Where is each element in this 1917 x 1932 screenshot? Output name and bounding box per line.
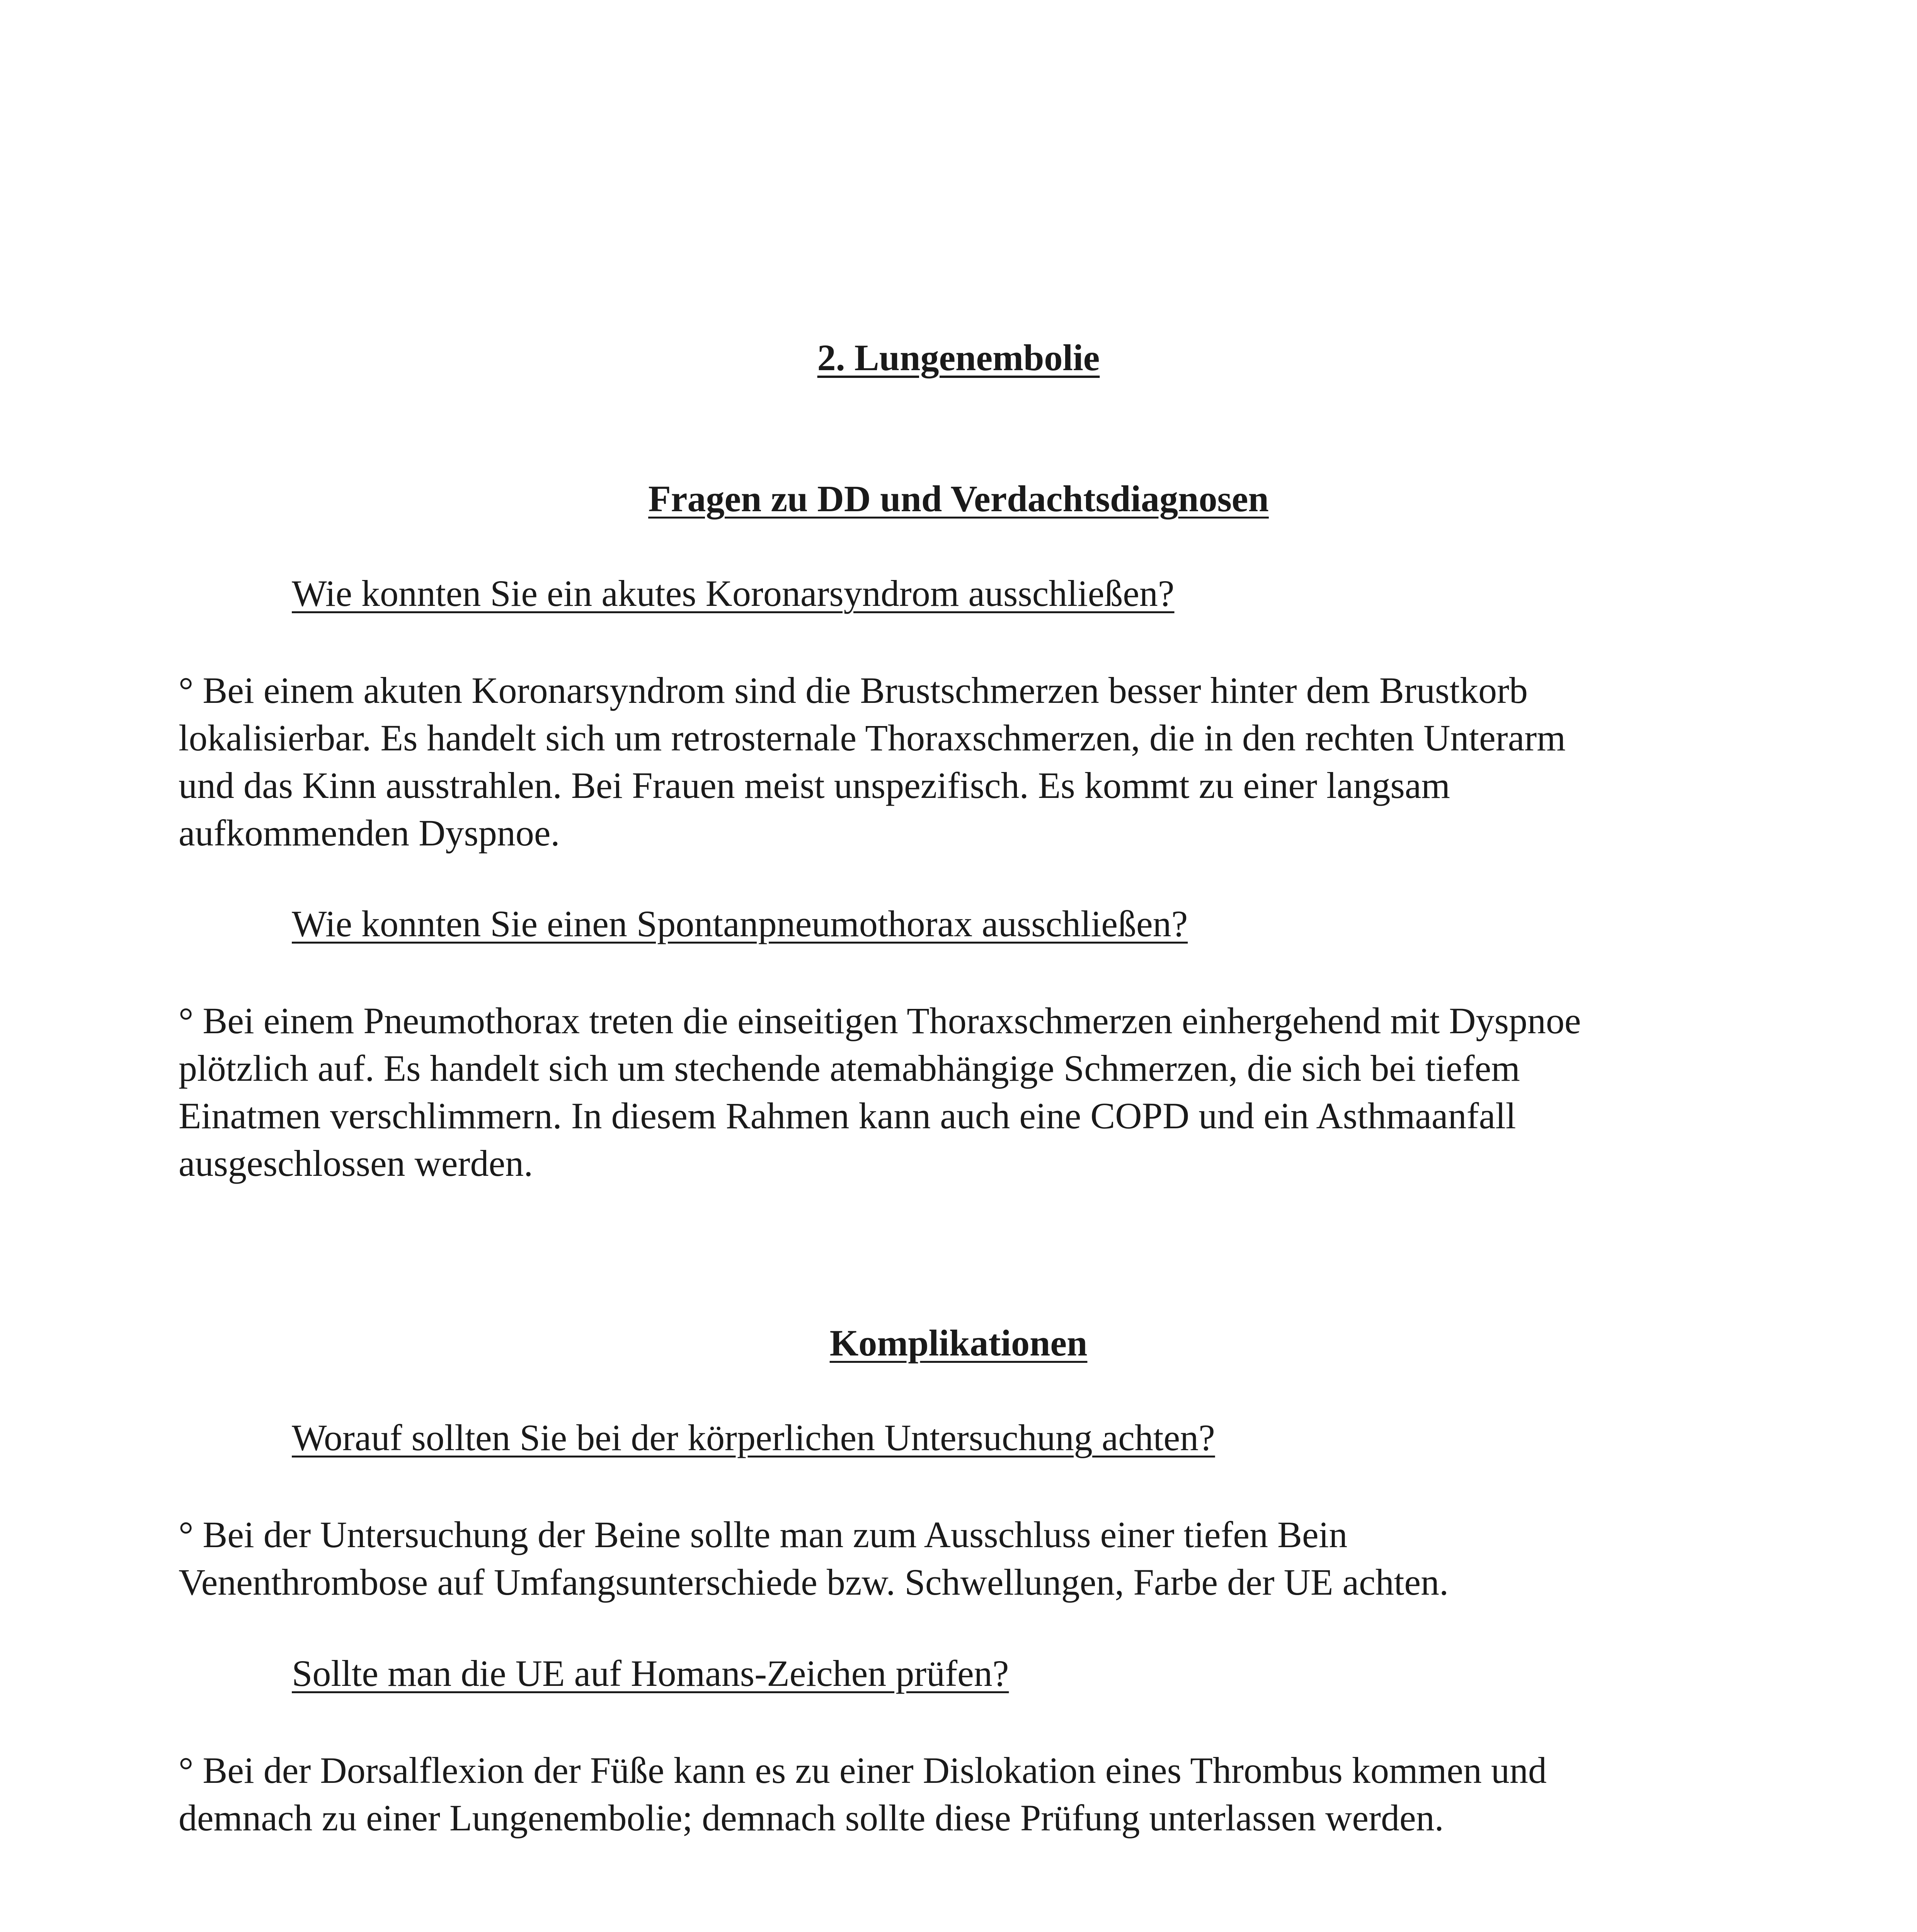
answer-line: ° Bei einem akuten Koronarsyndrom sind die Brustschmerzen besser hinter dem Brustkorb <box>179 670 1528 711</box>
answer-line: Venenthrombose auf Umfangsunterschiede bzw. Schwellungen, Farbe der UE achten. <box>179 1561 1449 1603</box>
answer-spontaneous-pneumothorax <box>179 997 1763 1187</box>
answer-line: demnach zu einer Lungenembolie; demnach sollte diese Prüfung unterlassen werden. <box>179 1797 1444 1838</box>
answer-acute-coronary-syndrome <box>179 667 1763 857</box>
answer-line: lokalisierbar. Es handelt sich um retrosternale Thoraxschmerzen, die in den rechten Unterarm <box>179 717 1566 759</box>
page-title: 2. Lungenembolie <box>817 337 1100 378</box>
answer-line: Einatmen verschlimmern. In diesem Rahmen kann auch eine COPD und ein Asthmaanfall <box>179 1095 1516 1136</box>
answer-line: plötzlich auf. Es handelt sich um stechende atemabhängige Schmerzen, die sich bei tiefem <box>179 1048 1520 1089</box>
answer-line: aufkommenden Dyspnoe. <box>179 812 560 854</box>
question-acute-coronary-syndrome: Wie konnten Sie ein akutes Koronarsyndrom ausschließen? <box>292 573 1175 614</box>
section-heading-complications: Komplikationen <box>829 1322 1088 1364</box>
answer-line: und das Kinn ausstrahlen. Bei Frauen meist unspezifisch. Es kommt zu einer langsam <box>179 765 1450 806</box>
question-homans-sign: Sollte man die UE auf Homans-Zeichen prüfen? <box>292 1653 1009 1694</box>
question-physical-examination: Worauf sollten Sie bei der körperlichen Untersuchung achten? <box>292 1417 1215 1458</box>
answer-line: ° Bei der Dorsalflexion der Füße kann es zu einer Dislokation eines Thrombus kommen und <box>179 1750 1547 1791</box>
answer-homans-sign <box>179 1747 1763 1842</box>
answer-line: ° Bei einem Pneumothorax treten die einseitigen Thoraxschmerzen einhergehend mit Dyspnoe <box>179 1000 1581 1041</box>
question-spontaneous-pneumothorax: Wie konnten Sie einen Spontanpneumothorax ausschließen? <box>292 903 1188 944</box>
answer-physical-examination <box>179 1511 1763 1606</box>
section-heading-differential-diagnosis: Fragen zu DD und Verdachtsdiagnosen <box>648 478 1269 519</box>
answer-line: ausgeschlossen werden. <box>179 1143 533 1184</box>
answer-line: ° Bei der Untersuchung der Beine sollte man zum Ausschluss einer tiefen Bein <box>179 1514 1348 1555</box>
